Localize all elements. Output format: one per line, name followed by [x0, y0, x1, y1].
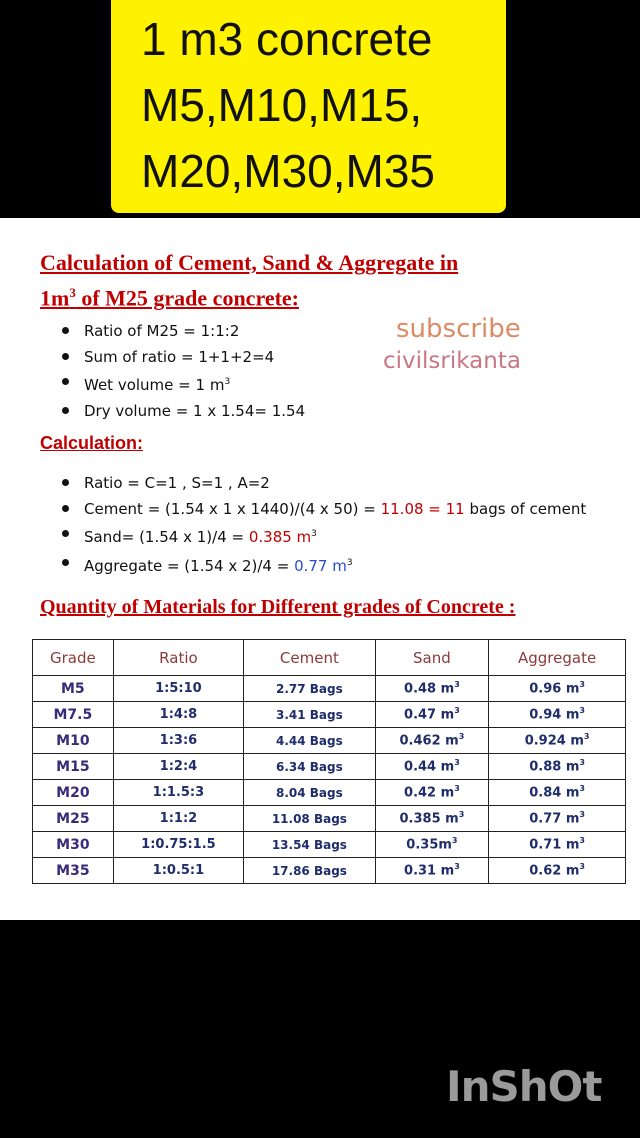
cell-sand: 0.31 $m^3$ [375, 858, 489, 884]
table-row [33, 728, 626, 754]
cell-cement: 13.54 Bags [244, 832, 375, 858]
table-row [33, 702, 626, 728]
table-header-row [33, 640, 626, 676]
table-row [33, 676, 626, 702]
title-banner [111, 0, 506, 213]
header-grade: Grade [33, 640, 114, 676]
header-aggregate: Aggregate [489, 640, 626, 676]
cell-aggregate: 0.77 $m^3$ [489, 806, 626, 832]
cell-ratio: 1:0.5:1 [113, 858, 243, 884]
cell-grade: M7.5 [33, 702, 114, 728]
cell-ratio: 1:1:2 [113, 806, 243, 832]
list-item: Wet volume = 1 $m^3$ [84, 370, 305, 399]
quantity-heading: Quantity of Materials for Different grades of Concrete : [40, 596, 516, 618]
header-ratio: Ratio [113, 640, 243, 676]
cell-grade: M30 [33, 832, 114, 858]
header-sand: Sand [375, 640, 489, 676]
calculation-list [40, 471, 586, 579]
cell-sand: 0.385 $m^3$ [375, 806, 489, 832]
cell-aggregate: 0.84 $m^3$ [489, 780, 626, 806]
inshot-watermark-logo: InShOt [446, 1062, 602, 1111]
cell-aggregate: 0.924 $m^3$ [489, 728, 626, 754]
ratio-list [40, 319, 305, 424]
banner-line-3: M20,M30,M35 [141, 145, 436, 197]
table-row [33, 754, 626, 780]
banner-line-1: 1 m3 concrete [141, 13, 433, 65]
main-heading-line-2: $1m^3$ of M25 grade concrete: [40, 285, 299, 311]
cell-sand: 0.42 $m^3$ [375, 780, 489, 806]
channel-watermark: civilsrikanta [383, 348, 521, 374]
table-row [33, 858, 626, 884]
cell-sand: $0.35m^3$ [375, 832, 489, 858]
list-item: Aggregate = (1.54 x 2)/4 = 0.77 $m^3$ [84, 551, 586, 580]
cell-grade: M20 [33, 780, 114, 806]
table-row [33, 780, 626, 806]
cell-grade: M5 [33, 676, 114, 702]
cell-sand: 0.48 $m^3$ [375, 676, 489, 702]
cell-cement: 4.44 Bags [244, 728, 375, 754]
cell-cement: 2.77 Bags [244, 676, 375, 702]
banner-line-2: M5,M10,M15, [141, 79, 423, 131]
cell-sand: 0.44 $m^3$ [375, 754, 489, 780]
header-cement: Cement [244, 640, 375, 676]
cell-ratio: 1:0.75:1.5 [113, 832, 243, 858]
cell-grade: M15 [33, 754, 114, 780]
calculation-heading: Calculation: [40, 433, 144, 453]
table-row [33, 806, 626, 832]
cell-aggregate: 0.71 $m^3$ [489, 832, 626, 858]
table-row [33, 832, 626, 858]
cell-aggregate: 0.62 $m^3$ [489, 858, 626, 884]
list-item: Ratio = C=1 , S=1 , A=2 [84, 471, 586, 497]
materials-table [32, 639, 626, 884]
cell-ratio: 1:2:4 [113, 754, 243, 780]
cell-grade: M10 [33, 728, 114, 754]
main-heading-line-1: Calculation of Cement, Sand & Aggregate in [40, 250, 459, 275]
cell-cement: 3.41 Bags [244, 702, 375, 728]
document-sheet [0, 218, 640, 920]
cell-grade: M35 [33, 858, 114, 884]
list-item: Ratio of M25 = 1:1:2 [84, 319, 305, 345]
cell-cement: 6.34 Bags [244, 754, 375, 780]
cell-aggregate: 0.88 $m^3$ [489, 754, 626, 780]
list-item: Dry volume = 1 x 1.54= 1.54 [84, 399, 305, 425]
cell-cement: 17.86 Bags [244, 858, 375, 884]
cell-aggregate: 0.94 $m^3$ [489, 702, 626, 728]
subscribe-watermark: subscribe [396, 314, 521, 344]
cell-cement: 11.08 Bags [244, 806, 375, 832]
cell-sand: 0.47 $m^3$ [375, 702, 489, 728]
cell-ratio: 1:4:8 [113, 702, 243, 728]
cell-cement: 8.04 Bags [244, 780, 375, 806]
cell-ratio: 1:1.5:3 [113, 780, 243, 806]
list-item: Cement = (1.54 x 1 x 1440)/(4 x 50) = 11.08 = 11 bags of cement [84, 497, 586, 523]
cell-aggregate: 0.96 $m^3$ [489, 676, 626, 702]
cell-sand: 0.462 $m^3$ [375, 728, 489, 754]
cell-ratio: 1:5:10 [113, 676, 243, 702]
cell-ratio: 1:3:6 [113, 728, 243, 754]
cell-grade: M25 [33, 806, 114, 832]
list-item: Sum of ratio = 1+1+2=4 [84, 345, 305, 371]
list-item: Sand= (1.54 x 1)/4 = 0.385 $m^3$ [84, 522, 586, 551]
